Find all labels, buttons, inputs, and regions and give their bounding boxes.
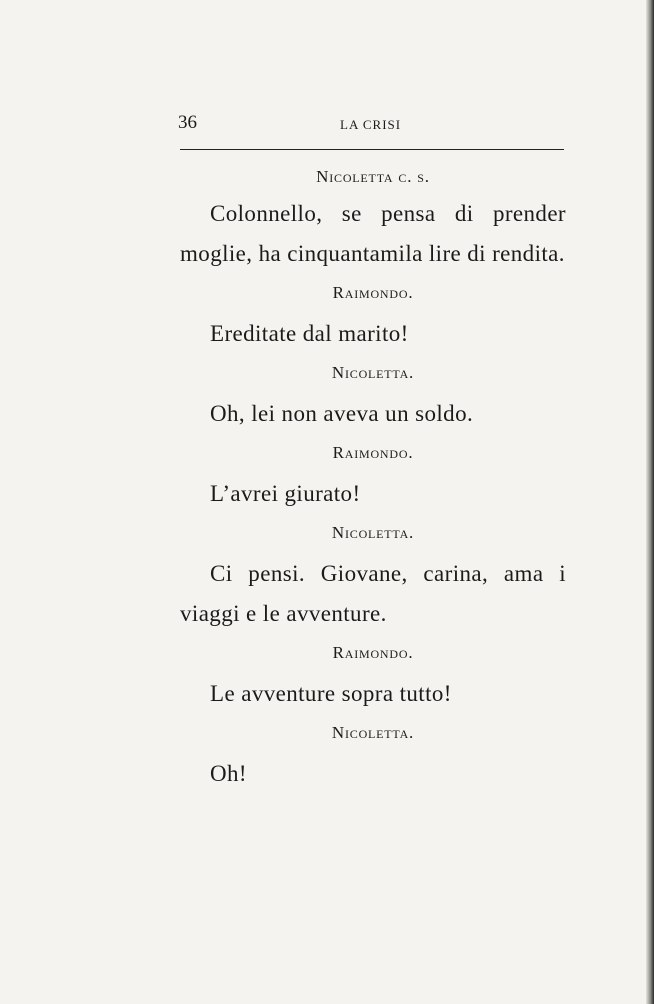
speech-line: L’avrei giurato!	[210, 481, 361, 506]
speech-line: Le avventure sopra tutto!	[210, 681, 452, 706]
running-header	[178, 112, 564, 142]
speaker-heading: Nicoletta.	[331, 363, 415, 382]
speaker-heading: Raimondo.	[332, 643, 414, 662]
speech-line: Oh, lei non aveva un soldo.	[210, 401, 474, 426]
speaker-heading: Raimondo.	[332, 443, 414, 462]
running-title: LA CRISI	[340, 117, 402, 132]
speaker-heading: Nicoletta.	[331, 723, 415, 742]
speech-line: Colonnello, se pensa di prender moglie, ha cinquantamila lire di rendita.	[180, 201, 566, 266]
speaker-heading: Nicoletta.	[331, 523, 415, 542]
header-rule	[180, 149, 564, 150]
dialogue-text	[180, 166, 566, 802]
speaker-heading: Raimondo.	[332, 283, 414, 302]
page-number: 36	[178, 112, 197, 133]
speaker-name: Nicoletta	[316, 167, 394, 186]
stage-direction: c. s.	[398, 167, 430, 186]
speech-line: Ci pensi. Giovane, carina, ama i viaggi e le avventure.	[180, 561, 566, 626]
speech-line: Oh!	[210, 761, 247, 786]
page-edge-shadow	[646, 0, 654, 1004]
speech-line: Ereditate dal marito!	[210, 321, 409, 346]
speaker-heading	[180, 166, 566, 188]
